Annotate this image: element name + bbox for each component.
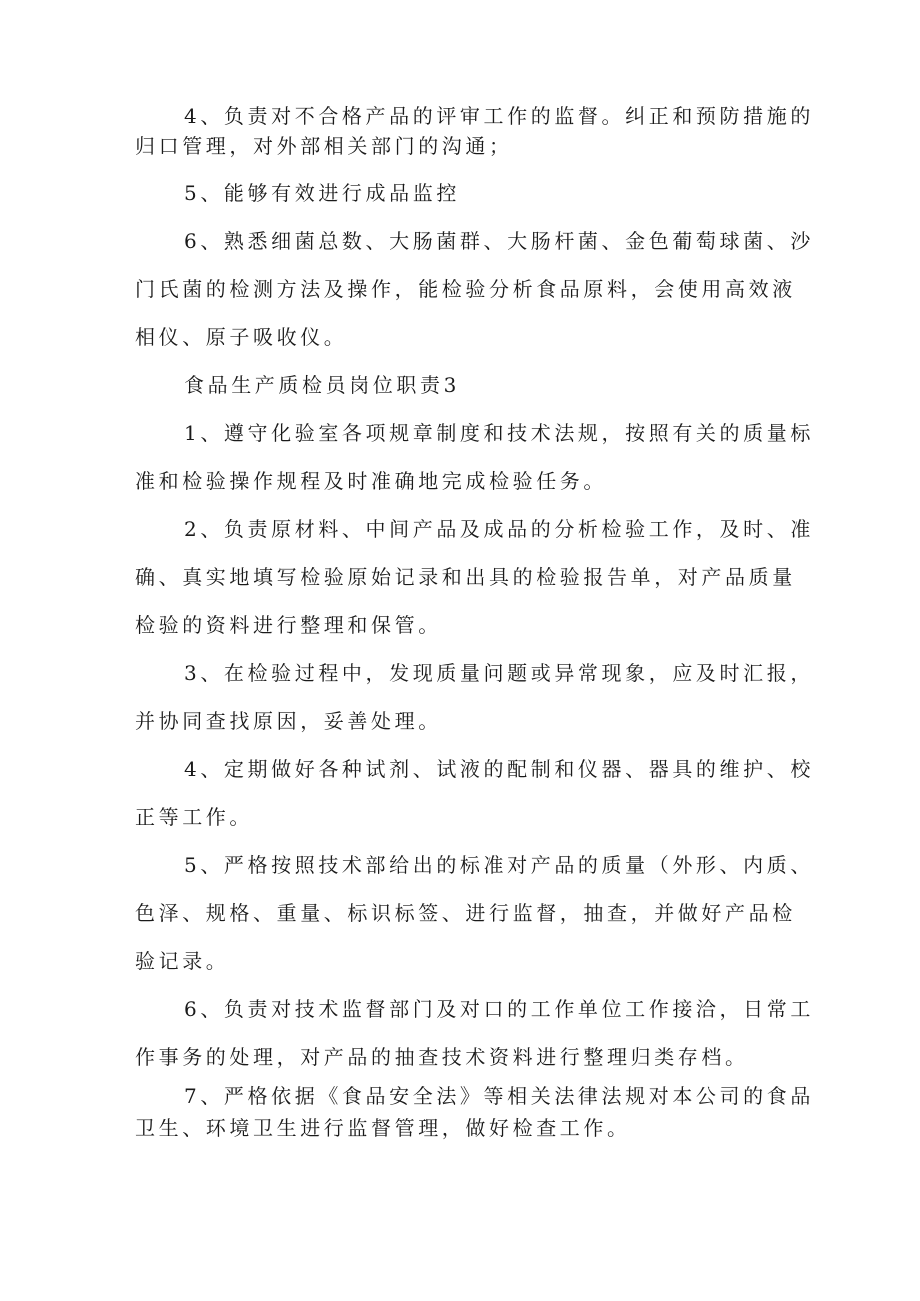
paragraph-line: 色泽、规格、重量、标识标签、进行监督，抽查，并做好产品检	[135, 901, 796, 925]
paragraph-line: 卫生、环境卫生进行监督管理，做好检查工作。	[135, 1116, 631, 1140]
paragraph-line: 1、遵守化验室各项规章制度和技术法规，按照有关的质量标	[184, 421, 814, 445]
paragraph-line: 5、能够有效进行成品监控	[184, 181, 460, 205]
paragraph-line: 检验的资料进行整理和保管。	[135, 613, 442, 637]
paragraph-line: 准和检验操作规程及时准确地完成检验任务。	[135, 469, 607, 493]
paragraph-line: 作事务的处理，对产品的抽查技术资料进行整理归类存档。	[135, 1045, 749, 1069]
paragraph-line: 4、负责对不合格产品的评审工作的监督。纠正和预防措施的	[184, 104, 814, 128]
paragraph-line: 3、在检验过程中，发现质量问题或异常现象，应及时汇报，	[184, 661, 814, 685]
paragraph-line: 6、熟悉细菌总数、大肠菌群、大肠杆菌、金色葡萄球菌、沙	[184, 229, 814, 253]
paragraph-line: 并协同查找原因，妥善处理。	[135, 709, 442, 733]
paragraph-line: 归口管理，对外部相关部门的沟通；	[135, 134, 513, 158]
paragraph-line: 确、真实地填写检验原始记录和出具的检验报告单，对产品质量	[135, 565, 796, 589]
paragraph-line: 5、严格按照技术部给出的标准对产品的质量（外形、内质、	[184, 853, 814, 877]
paragraph-line: 4、定期做好各种试剂、试液的配制和仪器、器具的维护、校	[184, 757, 814, 781]
paragraph-line: 相仪、原子吸收仪。	[135, 325, 348, 349]
section-heading: 食品生产质检员岗位职责3	[184, 373, 460, 397]
paragraph-line: 2、负责原材料、中间产品及成品的分析检验工作，及时、准	[184, 517, 814, 541]
paragraph-line: 正等工作。	[135, 805, 253, 829]
paragraph-line: 6、负责对技术监督部门及对口的工作单位工作接洽，日常工	[184, 997, 814, 1021]
paragraph-line: 7、严格依据《食品安全法》等相关法律法规对本公司的食品	[184, 1084, 814, 1108]
paragraph-line: 门氏菌的检测方法及操作，能检验分析食品原料，会使用高效液	[135, 277, 796, 301]
paragraph-line: 验记录。	[135, 949, 230, 973]
